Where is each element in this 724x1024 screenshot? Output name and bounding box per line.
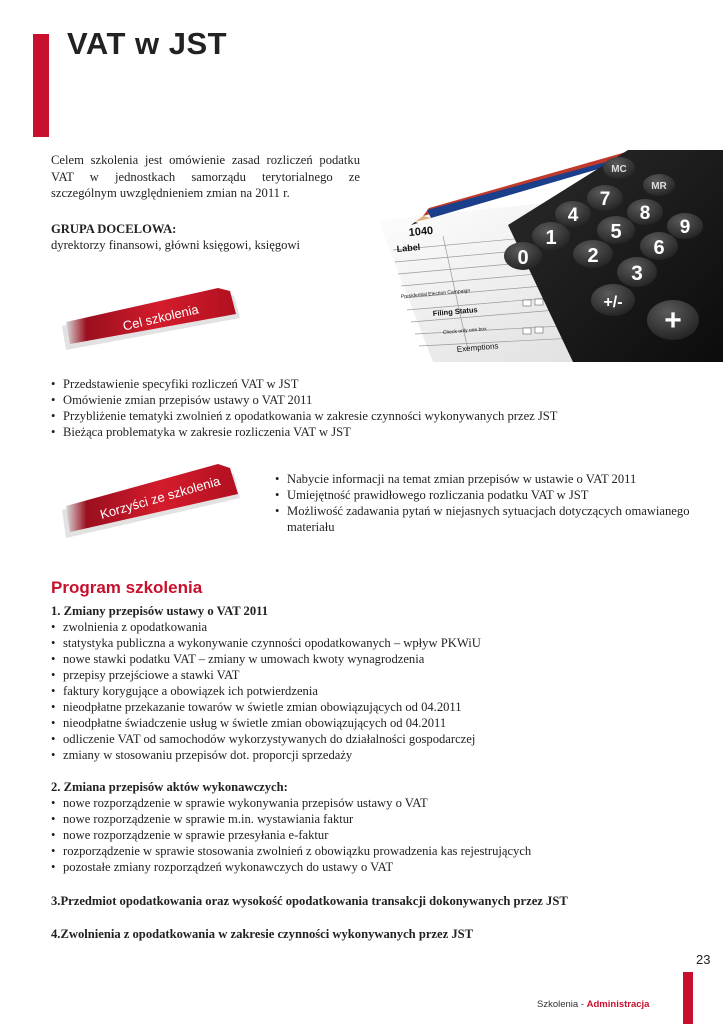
svg-text:+: + bbox=[664, 304, 682, 337]
goal-ribbon bbox=[58, 288, 248, 354]
calc-key-plus bbox=[647, 300, 699, 340]
form-label-4: Exemptions bbox=[456, 341, 499, 354]
calc-key-9 bbox=[667, 213, 703, 239]
section-title: 2. Zmiana przepisów aktów wykonawczych: bbox=[51, 780, 288, 794]
benefits-ribbon bbox=[58, 462, 248, 542]
footer-category: Administracja bbox=[586, 999, 650, 1010]
list-item: • nowe rozporządzenie w sprawie przesyłania e-faktur bbox=[51, 827, 691, 843]
list-item: • nowe rozporządzenie w sprawie wykonywania przepisów ustawy o VAT bbox=[51, 795, 691, 811]
list-item: • Możliwość zadawania pytań w niejasnych sytuacjach dotyczących omawianego materiału bbox=[275, 503, 705, 535]
list-item: • Nabycie informacji na temat zmian przepisów w ustawie o VAT 2011 bbox=[275, 471, 705, 487]
benefits-ribbon-label: Korzyści ze szkolenia bbox=[98, 473, 222, 522]
svg-text:6: 6 bbox=[653, 237, 665, 259]
list-item: • rozporządzenie w sprawie stosowania zwolnień z obowiązku prowadzenia kas rejestrujących bbox=[51, 843, 691, 859]
calc-key-8 bbox=[627, 199, 663, 225]
list-item: • faktury korygujące a obowiązek ich potwierdzenia bbox=[51, 683, 691, 699]
goal-list bbox=[51, 376, 691, 440]
calc-key-1 bbox=[532, 222, 570, 250]
form-label-3: Check only one box bbox=[442, 326, 487, 336]
program-heading: Program szkolenia bbox=[51, 578, 203, 597]
program-section-3-title: 3.Przedmiot opodatkowania oraz wysokość opodatkowania transakcji dokonywanych przez JST bbox=[51, 894, 568, 908]
calc-key-4 bbox=[555, 201, 591, 227]
list-item: • statystyka publiczna a wykonywanie czynności opodatkowanych – wpływ PKWiU bbox=[51, 635, 691, 651]
intro-paragraph: Celem szkolenia jest omówienie zasad rozliczeń podatku VAT w jednostkach samorządu terytorialnego ze szczególnym uwzględnieniem zmian na 2011 r. bbox=[51, 153, 360, 200]
calc-key-3 bbox=[617, 257, 657, 287]
title-accent-bar bbox=[33, 34, 49, 137]
benefits-list bbox=[275, 471, 705, 535]
goal-ribbon-label: Cel szkolenia bbox=[121, 301, 201, 334]
list-item: • zwolnienia z opodatkowania bbox=[51, 619, 691, 635]
list-item: • odliczenie VAT od samochodów wykorzystywanych do działalności gospodarczej bbox=[51, 731, 691, 747]
program-section-4-title: 4.Zwolnienia z opodatkowania w zakresie czynności wykonywanych przez JST bbox=[51, 927, 474, 941]
page-title: VAT w JST bbox=[67, 26, 228, 61]
form-label-0: Label bbox=[396, 241, 421, 254]
calc-key-mc bbox=[603, 157, 635, 179]
list-item: • Przedstawienie specyfiki rozliczeń VAT w JST bbox=[51, 376, 691, 392]
form-number: 1040 bbox=[408, 224, 434, 239]
svg-text:3: 3 bbox=[631, 262, 643, 285]
svg-text:MC: MC bbox=[611, 164, 627, 175]
list-item: • nowe stawki podatku VAT – zmiany w umowach kwoty wynagrodzenia bbox=[51, 651, 691, 667]
svg-text:1: 1 bbox=[545, 227, 557, 249]
svg-text:2: 2 bbox=[587, 245, 599, 267]
list-item: • nieodpłatne przekazanie towarów w świetle zmian obowiązujących od 04.2011 bbox=[51, 699, 691, 715]
calc-key-0 bbox=[504, 242, 542, 270]
svg-text:7: 7 bbox=[599, 189, 611, 210]
form-label-1: Presidential Election Campaign bbox=[400, 287, 471, 300]
form-label-2: Filing Status bbox=[432, 305, 479, 318]
calculator-photo bbox=[373, 150, 723, 362]
list-item: • Umiejętność prawidłowego rozliczania podatku VAT w JST bbox=[275, 487, 705, 503]
target-group-text: dyrektorzy finansowi, główni księgowi, księgowi bbox=[51, 238, 301, 252]
calc-key-plus-minus bbox=[591, 284, 635, 316]
svg-text:0: 0 bbox=[517, 247, 529, 269]
section-title: 1. Zmiany przepisów ustawy o VAT 2011 bbox=[51, 604, 269, 618]
list-item: • Bieżąca problematyka w zakresie rozliczenia VAT w JST bbox=[51, 424, 691, 440]
list-item: • Omówienie zmian przepisów ustawy o VAT 2011 bbox=[51, 392, 691, 408]
calc-key-2 bbox=[573, 240, 613, 268]
calc-key-mr bbox=[643, 174, 675, 196]
target-group-heading: GRUPA DOCELOWA: bbox=[51, 222, 177, 236]
svg-text:4: 4 bbox=[567, 205, 579, 226]
calc-key-7 bbox=[587, 185, 623, 211]
list-item: • Przybliżenie tematyki zwolnień z opodatkowania w zakresie czynności wykonywanych przez JST bbox=[51, 408, 691, 424]
list-item: • nieodpłatne świadczenie usług w świetle zmian obowiązujących od 04.2011 bbox=[51, 715, 691, 731]
calc-key-5 bbox=[597, 216, 635, 244]
svg-text:5: 5 bbox=[610, 221, 622, 243]
svg-text:8: 8 bbox=[639, 203, 651, 224]
footer-accent-bar bbox=[683, 972, 693, 1024]
section-items bbox=[51, 619, 691, 763]
list-item: • zmiany w stosowaniu przepisów dot. proporcji sprzedaży bbox=[51, 747, 691, 763]
section-items bbox=[51, 795, 691, 875]
svg-text:+/-: +/- bbox=[603, 294, 623, 311]
list-item: • nowe rozporządzenie w sprawie m.in. wystawiania faktur bbox=[51, 811, 691, 827]
svg-text:9: 9 bbox=[679, 217, 691, 238]
calc-key-6 bbox=[640, 232, 678, 260]
svg-text:MR: MR bbox=[651, 181, 667, 192]
page-number: 23 bbox=[696, 952, 711, 967]
footer-text bbox=[537, 999, 649, 1010]
footer-prefix: Szkolenia - bbox=[537, 999, 587, 1010]
list-item: • przepisy przejściowe a stawki VAT bbox=[51, 667, 691, 683]
list-item: • pozostałe zmiany rozporządzeń wykonawczych do ustawy o VAT bbox=[51, 859, 691, 875]
program-section-2 bbox=[51, 780, 691, 875]
program-section-1 bbox=[51, 604, 691, 763]
